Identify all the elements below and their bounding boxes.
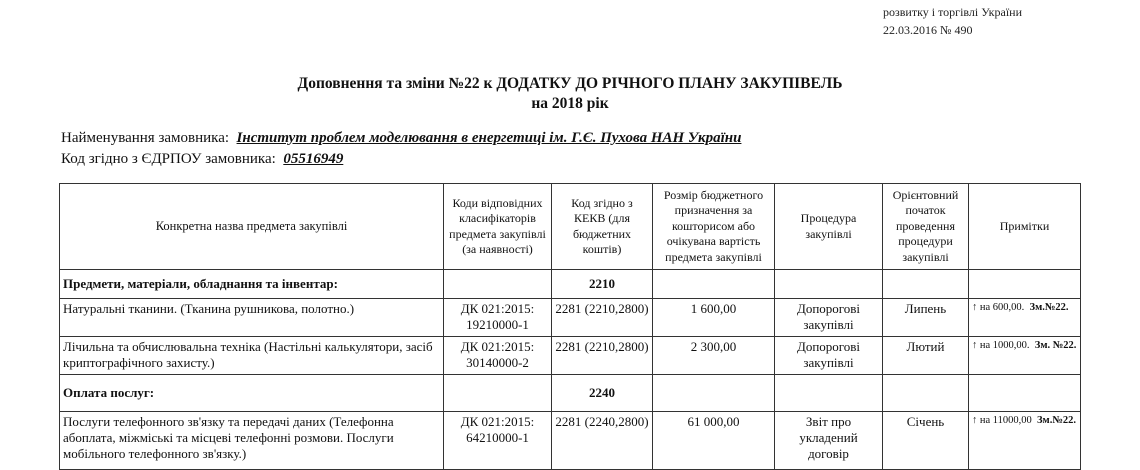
item-amount: 61 000,00 [653, 412, 775, 470]
customer-name-label: Найменування замовника: [61, 130, 230, 146]
header-procedure: Процедура закупівлі [775, 184, 883, 270]
header-budget-amount: Розмір бюджетного призначення за кошторисом або очікувана вартість предмета закупівлі [653, 184, 775, 270]
note-text: ↑ на 11000,00 [972, 415, 1032, 426]
approval-line-2: 22.03.2016 № 490 [883, 23, 973, 37]
header-start-date: Орієнтовний початок проведення процедури закупівлі [883, 184, 969, 270]
item-note [969, 412, 1081, 470]
note-change: Зм. №22. [1034, 340, 1077, 351]
table-header-row [60, 184, 1081, 270]
item-kekv: 2281 (2210,2800) [552, 299, 653, 337]
item-amount: 2 300,00 [653, 337, 775, 375]
note-change: Зм.№22. [1029, 302, 1069, 313]
item-name: Натуральні тканини. (Тканина рушникова, полотно.) [60, 299, 444, 337]
section-row [60, 375, 1081, 412]
item-classifier: ДК 021:2015: 30140000-2 [444, 337, 552, 375]
note-change: Зм.№22. [1037, 415, 1077, 426]
approval-stamp [883, 3, 1022, 39]
item-procedure: Допорогові закупівлі [775, 337, 883, 375]
table-row [60, 337, 1081, 375]
customer-info [61, 128, 741, 170]
customer-name-value: Інститут проблем моделювання в енергетиці ім. Г.Є. Пухова НАН України [236, 130, 742, 146]
procurement-plan-table [59, 183, 1081, 470]
title-line-2: на 2018 рік [531, 95, 609, 112]
item-procedure: Допорогові закупівлі [775, 299, 883, 337]
note-text: ↑ на 600,00. [972, 302, 1025, 313]
item-kekv: 2281 (2210,2800) [552, 337, 653, 375]
section-row [60, 270, 1081, 299]
table-row [60, 412, 1081, 470]
item-start: Січень [883, 412, 969, 470]
section-title: Предмети, матеріали, обладнання та інвентар: [60, 270, 444, 299]
section-title: Оплата послуг: [60, 375, 444, 412]
item-classifier: ДК 021:2015: 19210000-1 [444, 299, 552, 337]
item-classifier: ДК 021:2015: 64210000-1 [444, 412, 552, 470]
item-note [969, 299, 1081, 337]
header-notes: Примітки [969, 184, 1081, 270]
section-code: 2210 [552, 270, 653, 299]
header-item-name: Конкретна назва предмета закупівлі [60, 184, 444, 270]
section-code: 2240 [552, 375, 653, 412]
customer-code-label: Код згідно з ЄДРПОУ замовника: [61, 151, 276, 167]
item-amount: 1 600,00 [653, 299, 775, 337]
item-start: Лютий [883, 337, 969, 375]
note-text: ↑ на 1000,00. [972, 340, 1030, 351]
item-note [969, 337, 1081, 375]
header-classifier-codes: Коди відповідних класифікаторів предмета закупівлі (за наявності) [444, 184, 552, 270]
document-title [0, 74, 1140, 114]
customer-name-row [61, 128, 741, 149]
customer-code-row [61, 149, 741, 170]
item-start: Липень [883, 299, 969, 337]
header-kekv-code: Код згідно з КЕКВ (для бюджетних коштів) [552, 184, 653, 270]
item-name: Лічильна та обчислювальна техніка (Настільні калькулятори, засіб криптографічного захисту.) [60, 337, 444, 375]
title-line-1: Доповнення та зміни №22 к ДОДАТКУ ДО РІЧНОГО ПЛАНУ ЗАКУПІВЕЛЬ [297, 75, 843, 92]
approval-line-1: розвитку і торгівлі України [883, 5, 1023, 19]
item-name: Послуги телефонного зв'язку та передачі даних (Телефонна абоплата, міжміські та місцеві телефонні розмови. Послуги мобільного телефонного зв'язку.) [60, 412, 444, 470]
customer-code-value: 05516949 [283, 151, 344, 167]
table-row [60, 299, 1081, 337]
item-procedure: Звіт про укладений договір [775, 412, 883, 470]
item-kekv: 2281 (2240,2800) [552, 412, 653, 470]
